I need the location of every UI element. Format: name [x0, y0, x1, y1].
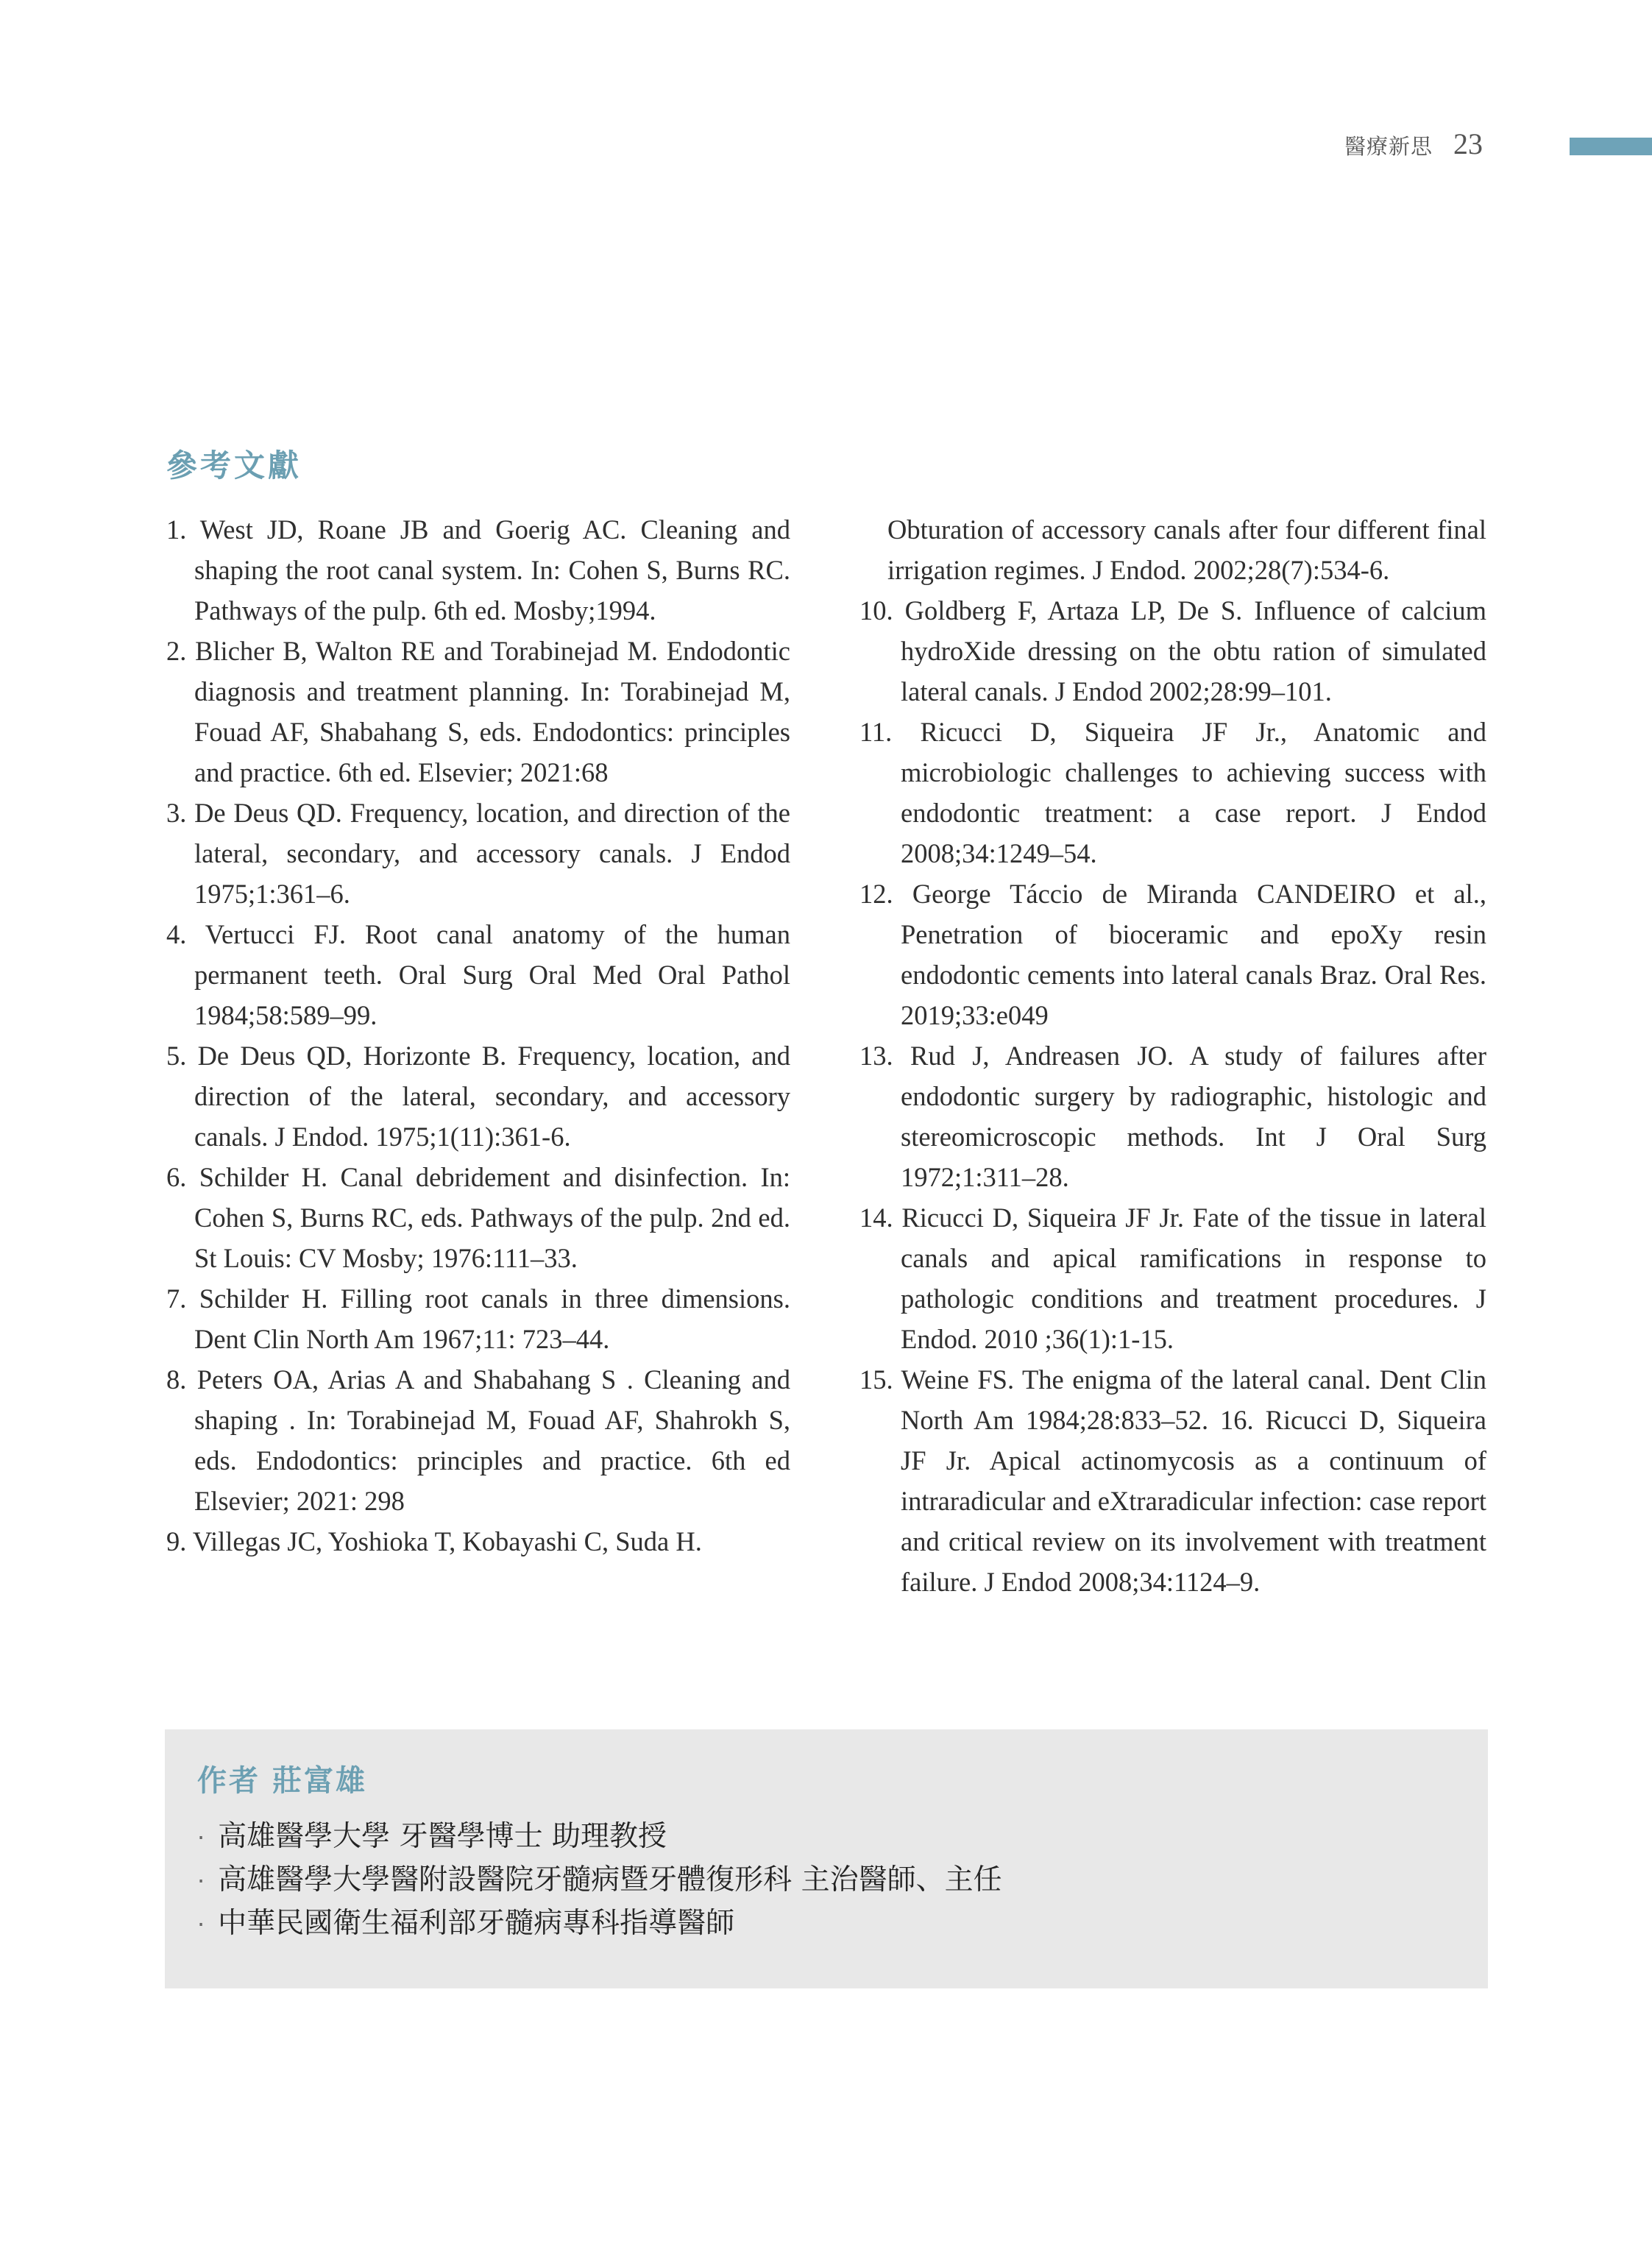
author-label: 作者 — [197, 1764, 260, 1798]
reference-item: 9. Villegas JC, Yoshioka T, Kobayashi C, Suda H. — [166, 1526, 702, 1556]
bullet-icon: · — [197, 1910, 205, 1938]
reference-item: 5. De Deus QD, Horizonte B. Frequency, location, and direction of the lateral, secondary, and accessory canals. J Endod. 1975;1(11):361-6. — [166, 1041, 790, 1152]
reference-item: 10. Goldberg F, Artaza LP, De S. Influence of calcium hydroXide dressing on the obtu ration of simulated lateral canals. J Endod 2002;28:99–101. — [859, 595, 1486, 706]
references-title: 參考文獻 — [166, 447, 302, 483]
reference-item: 4. Vertucci FJ. Root canal anatomy of the human permanent teeth. Oral Surg Oral Med Oral Pathol 1984;58:589–99. — [166, 919, 790, 1030]
journal-name: 醫療新思 — [1344, 134, 1433, 159]
reference-item: 6. Schilder H. Canal debridement and disinfection. In: Cohen S, Burns RC, eds. Pathways of the pulp. 2nd ed. St Louis: CV Mosby; 1976:111–33. — [166, 1162, 790, 1273]
author-heading — [197, 1757, 1456, 1799]
author-credential-line — [197, 1816, 1456, 1859]
reference-continuation: Obturation of accessory canals after four different final irrigation regimes. J Endod. 2002;28(7):534-6. — [887, 514, 1486, 585]
reference-item: 8. Peters OA, Arias A and Shabahang S . Cleaning and shaping . In: Torabinejad M, Fouad AF, Shahrokh S, eds. Endodontics: principles and practice. 6th ed Elsevier; 2021: 298 — [166, 1364, 790, 1516]
reference-item: 7. Schilder H. Filling root canals in three dimensions. Dent Clin North Am 1967;11: 723–44. — [166, 1283, 790, 1354]
author-credential-text: 高雄醫學大學 牙醫學博士 助理教授 — [218, 1820, 667, 1853]
reference-item: 13. Rud J, Andreasen JO. A study of failures after endodontic surgery by radiographic, histologic and stereomicroscopic methods. Int J Oral Surg 1972;1:311–28. — [859, 1041, 1486, 1192]
page-header — [1344, 127, 1483, 161]
reference-item: 12. George Táccio de Miranda CANDEIRO et al., Penetration of bioceramic and epoXy resin endodontic cements into lateral canals Braz. Oral Res. 2019;33:e049 — [859, 879, 1486, 1030]
author-credential-line — [197, 1902, 1456, 1946]
references-left-column — [166, 509, 790, 1562]
author-credential-text: 高雄醫學大學醫附設醫院牙髓病暨牙體復形科 主治醫師、主任 — [218, 1863, 1002, 1896]
reference-item: 15. Weine FS. The enigma of the lateral canal. Dent Clin North Am 1984;28:833–52. 16. Ricucci D, Siqueira JF Jr. Apical actinomycosis as a continuum of intraradicular and eXtraradicular infection: case report and critical review on its involvement with treatment failure. J Endod 2008;34:1124–9. — [859, 1364, 1486, 1597]
author-credential-line — [197, 1859, 1456, 1902]
author-credential-text: 中華民國衛生福利部牙髓病專科指導醫師 — [218, 1907, 735, 1940]
bullet-icon: · — [197, 1867, 205, 1895]
reference-item: 1. West JD, Roane JB and Goerig AC. Cleaning and shaping the root canal system. In: Cohen S, Burns RC. Pathways of the pulp. 6th ed. Mosby;1994. — [166, 514, 790, 626]
reference-item: 3. De Deus QD. Frequency, location, and direction of the lateral, secondary, and accessory canals. J Endod 1975;1:361–6. — [166, 798, 790, 909]
bullet-icon: · — [197, 1824, 205, 1852]
page-number: 23 — [1453, 127, 1483, 160]
reference-item: 11. Ricucci D, Siqueira JF Jr., Anatomic and microbiologic challenges to achieving success with endodontic treatment: a case report. J Endod 2008;34:1249–54. — [859, 717, 1486, 868]
author-info-box — [165, 1729, 1488, 1988]
references-right-column — [859, 509, 1486, 1602]
author-credentials — [197, 1816, 1456, 1946]
reference-item: 2. Blicher B, Walton RE and Torabinejad M. Endodontic diagnosis and treatment planning. In: Torabinejad M, Fouad AF, Shabahang S, eds. Endodontics: principles and practice. 6th ed. Elsevier; 2021:68 — [166, 636, 790, 787]
reference-item: 14. Ricucci D, Siqueira JF Jr. Fate of the tissue in lateral canals and apical ramifications in response to pathologic conditions and treatment procedures. J Endod. 2010 ;36(1):1-15. — [859, 1202, 1486, 1354]
author-name: 莊富雄 — [272, 1764, 367, 1798]
header-accent-bar — [1570, 138, 1652, 155]
